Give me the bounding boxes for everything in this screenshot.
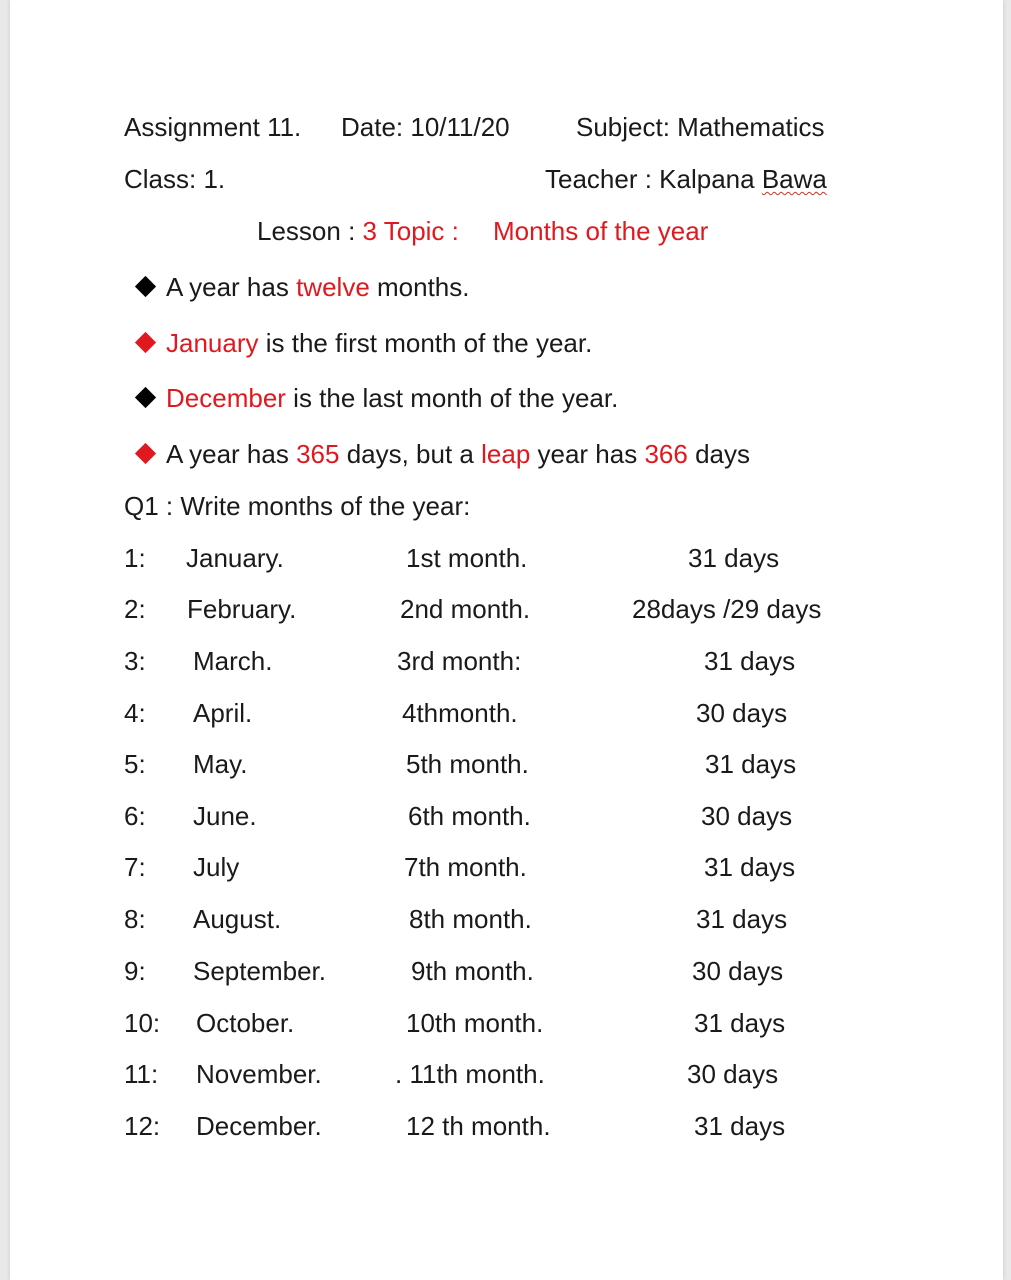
row-number: 3: xyxy=(124,646,146,676)
fact-text: year has xyxy=(530,439,645,469)
month-ordinal: 7th month. xyxy=(404,852,527,882)
month-name: March. xyxy=(193,646,273,676)
month-days: 31 days xyxy=(696,904,788,934)
month-days: 30 days xyxy=(687,1059,779,1089)
month-ordinal: 4thmonth. xyxy=(402,698,518,728)
row-number: 12: xyxy=(124,1111,161,1141)
month-name: June. xyxy=(193,801,257,831)
row-number: 4: xyxy=(124,698,146,728)
fact-twelve-months xyxy=(166,272,470,302)
fact-text: is the last month of the year. xyxy=(285,383,619,413)
fact-highlight: leap xyxy=(481,439,531,469)
month-name: April. xyxy=(193,698,253,728)
fact-text: days, but a xyxy=(339,439,482,469)
fact-highlight: twelve xyxy=(296,272,370,302)
row-number: 6: xyxy=(124,801,146,831)
fact-text: A year has xyxy=(166,272,297,302)
lesson-prefix: Lesson : xyxy=(257,216,363,246)
teacher-prefix: Teacher : Kalpana xyxy=(545,164,762,194)
month-name: January. xyxy=(186,543,284,573)
month-ordinal: 6th month. xyxy=(408,801,531,831)
month-ordinal: 9th month. xyxy=(411,956,534,986)
month-ordinal: 8th month. xyxy=(409,904,532,934)
row-number: 7: xyxy=(124,852,146,882)
month-days: 30 days xyxy=(696,698,788,728)
month-name: November. xyxy=(196,1059,322,1089)
fact-december xyxy=(166,383,618,413)
class-label: Class: 1. xyxy=(124,164,226,194)
row-number: 5: xyxy=(124,749,146,779)
fact-text: days xyxy=(687,439,750,469)
month-days: 31 days xyxy=(694,1111,786,1141)
fact-january xyxy=(166,328,592,358)
fact-days-in-year xyxy=(166,439,750,469)
month-days: 30 days xyxy=(701,801,793,831)
black-diamond-icon xyxy=(135,276,156,297)
black-diamond-icon xyxy=(135,387,156,408)
month-ordinal: 12 th month. xyxy=(406,1111,551,1141)
row-number: 10: xyxy=(124,1008,161,1038)
teacher-label xyxy=(545,164,827,194)
row-number: 8: xyxy=(124,904,146,934)
month-ordinal: 1st month. xyxy=(406,543,528,573)
question-heading: Q1 : Write months of the year: xyxy=(124,491,471,521)
month-name: September. xyxy=(193,956,326,986)
teacher-lastname: Bawa xyxy=(761,164,827,194)
lesson-title: Months of the year xyxy=(493,216,709,246)
fact-text: months. xyxy=(369,272,470,302)
month-days: 31 days xyxy=(688,543,780,573)
month-name: July xyxy=(193,852,240,882)
row-number: 11: xyxy=(124,1059,159,1089)
fact-text: A year has xyxy=(166,439,297,469)
month-ordinal: . 11th month. xyxy=(395,1059,545,1089)
month-ordinal: 5th month. xyxy=(406,749,529,779)
month-ordinal: 10th month. xyxy=(406,1008,544,1038)
subject-label: Subject: Mathematics xyxy=(576,112,825,142)
fact-highlight: 365 xyxy=(296,439,340,469)
row-number: 9: xyxy=(124,956,146,986)
month-days: 31 days xyxy=(705,749,797,779)
date-label: Date: 10/11/20 xyxy=(341,112,510,142)
fact-text: is the first month of the year. xyxy=(258,328,593,358)
document-page xyxy=(10,0,1003,1280)
row-number: 1: xyxy=(124,543,146,573)
assignment-label: Assignment 11. xyxy=(124,112,302,142)
lesson-topic: 3 Topic : xyxy=(362,216,459,246)
month-name: October. xyxy=(196,1008,295,1038)
fact-highlight: December xyxy=(166,383,286,413)
red-diamond-icon xyxy=(135,332,156,353)
fact-highlight: 366 xyxy=(644,439,688,469)
month-name: August. xyxy=(193,904,282,934)
month-ordinal: 2nd month. xyxy=(400,594,531,624)
row-number: 2: xyxy=(124,594,146,624)
month-days: 28days /29 days xyxy=(632,594,822,624)
lesson-label xyxy=(257,216,459,246)
month-name: February. xyxy=(187,594,297,624)
month-ordinal: 3rd month: xyxy=(397,646,522,676)
month-days: 30 days xyxy=(692,956,784,986)
month-days: 31 days xyxy=(694,1008,786,1038)
month-days: 31 days xyxy=(704,646,796,676)
red-diamond-icon xyxy=(135,443,156,464)
month-name: December. xyxy=(196,1111,322,1141)
month-days: 31 days xyxy=(704,852,796,882)
fact-highlight: January xyxy=(166,328,259,358)
month-name: May. xyxy=(193,749,248,779)
